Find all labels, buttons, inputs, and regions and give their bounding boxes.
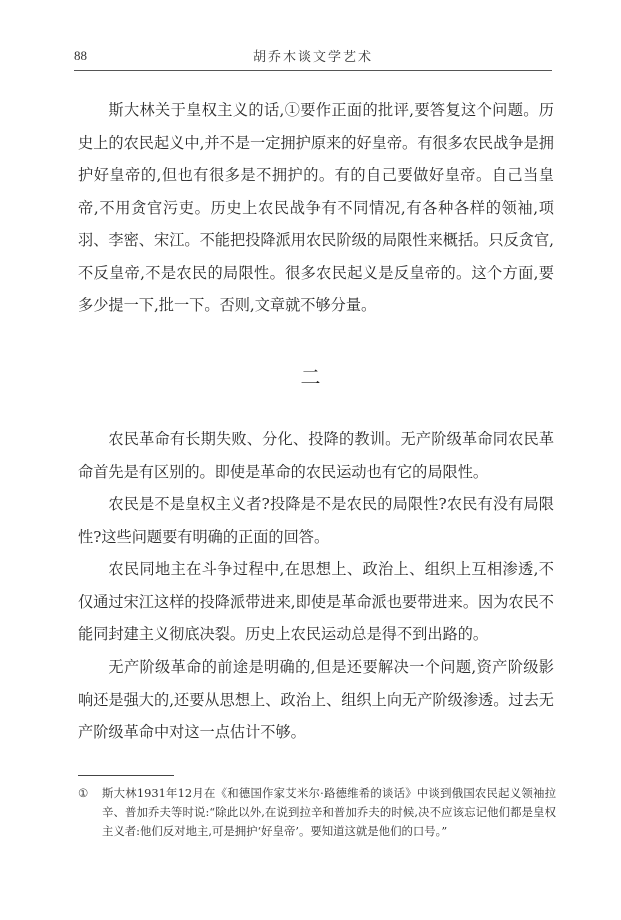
- footnote-marker: ①: [78, 786, 89, 800]
- footnote: [78, 784, 556, 841]
- body-paragraph: 斯大林关于皇权主义的话,①要作正面的批评,要答复这个问题。历史上的农民起义中,并不是一定拥护原来的好皇帝。有很多农民战争是拥护好皇帝的,但也有很多是不拥护的。有的自己要做好皇帝。自己当皇帝,不用贪官污吏。历史上农民战争有不同情况,有各种各样的领袖,项羽、李密、宋江。不能把投降派用农民阶级的局限性来概括。只反贪官,不反皇帝,不是农民的局限性。很多农民起义是反皇帝的。这个方面,要多少提一下,批一下。否则,文章就不够分量。: [78, 101, 554, 314]
- footnote-divider: [78, 775, 174, 776]
- body-paragraph: 无产阶级革命的前途是明确的,但是还要解决一个问题,资产阶级影响还是强大的,还要从思想上、政治上、组织上向无产阶级渗透。过去无产阶级革命中对这一点估计不够。: [78, 658, 554, 741]
- page-number: 88: [74, 48, 87, 63]
- running-title: 胡乔木谈文学艺术: [252, 50, 373, 65]
- page-header: [74, 46, 552, 71]
- body-paragraph: 农民同地主在斗争过程中,在思想上、政治上、组织上互相渗透,不仅通过宋江这样的投降派带进来,即使是革命派也要带进来。因为农民不能同封建主义彻底决裂。历史上农民运动总是得不到出路的。: [78, 560, 554, 643]
- body-paragraph: 农民革命有长期失败、分化、投降的教训。无产阶级革命同农民革命首先是有区别的。即使是革命的农民运动也有它的局限性。: [78, 430, 554, 481]
- body-paragraph: 农民是不是皇权主义者?投降是不是农民的局限性?农民有没有局限性?这些问题要有明确的正面的回答。: [78, 495, 554, 546]
- footnote-text: 斯大林1931年12月在《和德国作家艾米尔·路德维希的谈话》中谈到俄国农民起义领袖拉辛、普加乔夫等时说:“除此以外,在说到拉辛和普加乔夫的时候,决不应该忘记他们都是皇权主义者:他们反对地主,可是拥护‘好皇帝’。要知道这就是他们的口号。”: [102, 786, 556, 838]
- section-heading: 二: [300, 365, 321, 389]
